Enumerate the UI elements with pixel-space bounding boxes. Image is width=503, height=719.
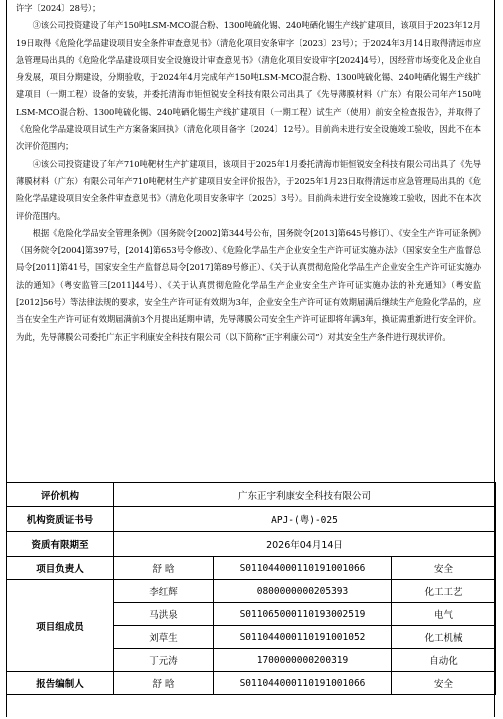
member-cert: S011044000110191001052 bbox=[214, 626, 392, 649]
expiry-value: 2026年04月14日 bbox=[114, 532, 496, 557]
table-row bbox=[7, 483, 496, 507]
eval-org-label: 评价机构 bbox=[7, 483, 114, 507]
member-name: 李红辉 bbox=[114, 580, 214, 603]
member-specialty: 化工工艺 bbox=[392, 580, 496, 603]
paragraph-4: 根据《危险化学品安全管理条例》（国务院令[2002]第344号公布，国务院令[2013]第645号修订）、《安全生产许可证条例》（国务院令[2004]第397号，[2014]第653号令修改）、《危险化学品生产企业安全生产许可证实施办法》（国家安全生产监督总局令[2011]第41号，国家安全生产监督总局令[2017]第89号修正）、《关于认真贯彻危险化学品生产企业安全生产许可证实施办法的通知》（粤安监管三[2011]44号）、《关于认真贯彻危险化学品生产企业安全生产许可证实施办法的补充通知》（粤安监[2012]56号）等法律法规的要求，安全生产许可证有效期为3年，企业安全生产许可证有效期届满后继续生产危险化学品的，应当在安全生产许可证有效期届满前3个月提出延期申请，先导薄膜公司安全生产许可证即将年满3年，换证需重新进行安全评价。为此，先导薄膜公司委托广东正宇利康安全科技有限公司（以下简称“正宇利康公司”）对其安全生产条件进行现状评价。 bbox=[16, 227, 481, 342]
leader-name: 舒 晗 bbox=[114, 557, 214, 580]
table-row bbox=[7, 672, 496, 695]
member-name: 马洪泉 bbox=[114, 603, 214, 626]
expiry-label: 资质有限期至 bbox=[7, 532, 114, 557]
author-name: 舒 晗 bbox=[114, 672, 214, 695]
evaluation-info-table bbox=[6, 482, 496, 695]
member-specialty: 电气 bbox=[392, 603, 496, 626]
member-specialty: 化工机械 bbox=[392, 626, 496, 649]
leader-cert: S011044000110191001066 bbox=[214, 557, 392, 580]
table-row bbox=[7, 580, 496, 603]
paragraph-2: ③该公司投资建设了年产150吨LSM-MCO混合粉、1300吨硫化锡、240吨硒化锡生产线扩建项目，该项目于2023年12月19日取得《危险化学品建设项目安全条件审查意见书》（清危化项目安条审字〔2023〕23号）；于2024年3月14日取得清远市应急管理局出具的《危险化学品建设项目安全设施设计审查意见书》（清危化项目安设审字[2024]4号），因经营市场变化及企业自身发展，项目分期建设，分期验收，于2024年4月完成年产150吨LSM-MCO混合粉、1300吨硫化锡、240吨硒化锡生产线扩建项目（一期工程）设备的安装，并委托清海市钜恒锐安全科技有限公司出具了《先导薄膜材料（广东）有限公司年产150吨LSM-MCO混合粉、1300吨硫化锡、240吨硒化锡生产线扩建项目（一期工程）试生产（使用）前安全检查报告》，并取得了《危险化学品建设项目试生产方案备案回执》（清危化项目备字〔2024〕12号）。目前尚未进行安全设施竣工验收，因此不在本次评价范围内； bbox=[16, 20, 481, 152]
leader-specialty: 安全 bbox=[392, 557, 496, 580]
table-row bbox=[7, 557, 496, 580]
member-cert: 1700000000200319 bbox=[214, 649, 392, 672]
paragraph-3: ④该公司投资建设了年产710吨靶材生产扩建项目，该项目于2025年1月委托清海市钜恒锐安全科技有限公司出具了《先导薄膜材料（广东）有限公司年产710吨靶材生产扩建项目安全评价报告》，于2025年1月23日取得清远市应急管理局出具的《危险化学品建设项目安全条件审查意见书》（清危化项目安条审字〔2025〕3号）。目前尚未进行安全设施竣工验收，因此不在本次评价范围内。 bbox=[16, 158, 481, 221]
member-cert: 0800000000205393 bbox=[214, 580, 392, 603]
members-label: 项目组成员 bbox=[7, 580, 114, 672]
table-row bbox=[7, 532, 496, 557]
table-row bbox=[7, 507, 496, 532]
author-label: 报告编制人 bbox=[7, 672, 114, 695]
member-cert: S011065000110193002519 bbox=[214, 603, 392, 626]
leader-label: 项目负责人 bbox=[7, 557, 114, 580]
eval-org-value: 广东正宇利康安全科技有限公司 bbox=[114, 483, 496, 507]
paragraph-1: 许字〔2024〕28号）； bbox=[16, 3, 101, 13]
member-name: 丁元涛 bbox=[114, 649, 214, 672]
author-specialty: 安全 bbox=[392, 672, 496, 695]
member-name: 刘草生 bbox=[114, 626, 214, 649]
author-cert: S011044000110191001066 bbox=[214, 672, 392, 695]
body-text bbox=[8, 0, 487, 482]
cert-value: APJ-(粤)-025 bbox=[114, 507, 496, 532]
member-specialty: 自动化 bbox=[392, 649, 496, 672]
cert-label: 机构资质证书号 bbox=[7, 507, 114, 532]
